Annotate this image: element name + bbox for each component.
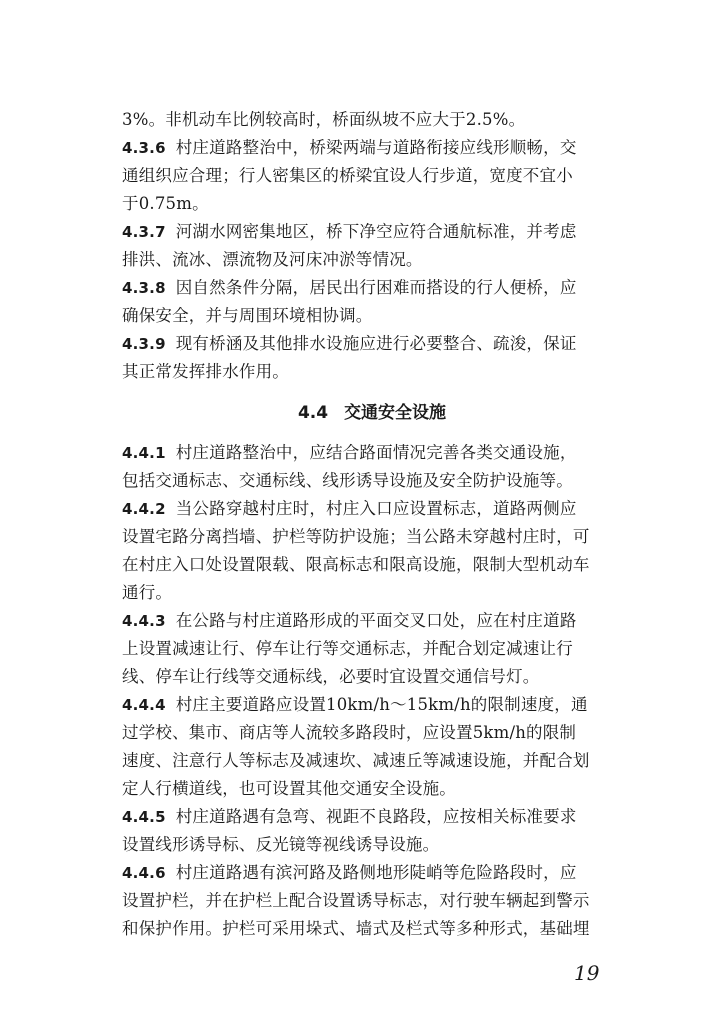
text-line xyxy=(122,579,622,607)
line-text: 和保护作用。护栏可采用垛式、墙式及栏式等多种形式，基础埋 xyxy=(122,919,590,938)
clause-number: 4.4.1 xyxy=(122,444,166,462)
text-line xyxy=(122,218,622,246)
line-text: 线、停车让行线等交通标线，必要时宜设置交通信号灯。 xyxy=(122,667,540,686)
text-line xyxy=(122,106,622,134)
text-line xyxy=(122,134,622,162)
line-text: 确保安全，并与周围环境相协调。 xyxy=(122,306,373,325)
text-line xyxy=(122,330,622,358)
text-line xyxy=(122,495,622,523)
line-text: 3%。非机动车比例较高时，桥面纵坡不应大于2.5%。 xyxy=(122,110,526,129)
line-text: 通行。 xyxy=(122,583,173,602)
text-line xyxy=(122,274,622,302)
page-number: 19 xyxy=(574,961,600,985)
text-line xyxy=(122,775,622,803)
clause-number: 4.4.4 xyxy=(122,696,166,714)
clause-number: 4.4.3 xyxy=(122,612,166,630)
text-line xyxy=(122,635,622,663)
clause-number: 4.3.6 xyxy=(122,139,166,157)
clause-number: 4.4.5 xyxy=(122,808,166,826)
clause-number: 4.4.6 xyxy=(122,864,166,882)
text-line xyxy=(122,691,622,719)
section-number: 4.4 xyxy=(297,403,329,423)
text-line xyxy=(122,523,622,551)
line-text: 设置线形诱导标、反光镜等视线诱导设施。 xyxy=(122,835,440,854)
line-text: 在公路与村庄道路形成的平面交叉口处，应在村庄道路 xyxy=(175,611,577,630)
section-title: 交通安全设施 xyxy=(344,403,447,423)
text-line xyxy=(122,162,622,190)
line-text: 于0.75m。 xyxy=(122,194,209,213)
text-line xyxy=(122,439,622,467)
line-text: 过学校、集市、商店等人流较多路段时，应设置5km/h的限制 xyxy=(122,723,577,742)
text-line xyxy=(122,607,622,635)
line-text: 村庄道路遇有滨河路及路侧地形陡峭等危险路段时，应 xyxy=(175,863,577,882)
line-text: 设置宅路分离挡墙、护栏等防护设施；当公路未穿越村庄时，可 xyxy=(122,527,590,546)
line-text: 村庄道路整治中，桥梁两端与道路衔接应线形顺畅，交 xyxy=(175,138,577,157)
clause-number: 4.3.7 xyxy=(122,223,166,241)
text-line xyxy=(122,190,622,218)
text-line xyxy=(122,887,622,915)
line-text: 设置护栏，并在护栏上配合设置诱导标志，对行驶车辆起到警示 xyxy=(122,891,590,910)
text-line xyxy=(122,551,622,579)
line-text: 包括交通标志、交通标线、线形诱导设施及安全防护设施等。 xyxy=(122,471,573,490)
text-line xyxy=(122,831,622,859)
page-content xyxy=(122,106,622,943)
line-text: 当公路穿越村庄时，村庄入口应设置标志，道路两侧应 xyxy=(175,499,577,518)
text-line xyxy=(122,859,622,887)
clauses-4-4 xyxy=(122,439,622,943)
line-text: 现有桥涵及其他排水设施应进行必要整合、疏浚，保证 xyxy=(175,334,577,353)
line-text: 河湖水网密集地区，桥下净空应符合通航标准，并考虑 xyxy=(175,222,577,241)
section-heading xyxy=(122,399,622,427)
text-line xyxy=(122,915,622,943)
text-line xyxy=(122,719,622,747)
clauses-4-3 xyxy=(122,106,622,386)
line-text: 定人行横道线，也可设置其他交通安全设施。 xyxy=(122,779,456,798)
line-text: 因自然条件分隔，居民出行困难而搭设的行人便桥，应 xyxy=(175,278,577,297)
text-line xyxy=(122,747,622,775)
text-line xyxy=(122,803,622,831)
clause-number: 4.3.9 xyxy=(122,335,166,353)
line-text: 通组织应合理；行人密集区的桥梁宜设人行步道，宽度不宜小 xyxy=(122,166,573,185)
line-text: 排洪、流冰、漂流物及河床冲淤等情况。 xyxy=(122,250,423,269)
line-text: 上设置减速让行、停车让行等交通标志，并配合划定减速让行 xyxy=(122,639,573,658)
line-text: 村庄道路遇有急弯、视距不良路段，应按相关标准要求 xyxy=(175,807,577,826)
clause-number: 4.3.8 xyxy=(122,279,166,297)
text-line xyxy=(122,663,622,691)
text-line xyxy=(122,358,622,386)
line-text: 村庄道路整治中，应结合路面情况完善各类交通设施， xyxy=(175,443,577,462)
line-text: 村庄主要道路应设置10km/h～15km/h的限制速度，通 xyxy=(175,695,588,714)
text-line xyxy=(122,302,622,330)
line-text: 在村庄入口处设置限载、限高标志和限高设施，限制大型机动车 xyxy=(122,555,590,574)
line-text: 速度、注意行人等标志及减速坎、减速丘等减速设施，并配合划 xyxy=(122,751,590,770)
text-line xyxy=(122,467,622,495)
line-text: 其正常发挥排水作用。 xyxy=(122,362,289,381)
clause-number: 4.4.2 xyxy=(122,500,166,518)
text-line xyxy=(122,246,622,274)
